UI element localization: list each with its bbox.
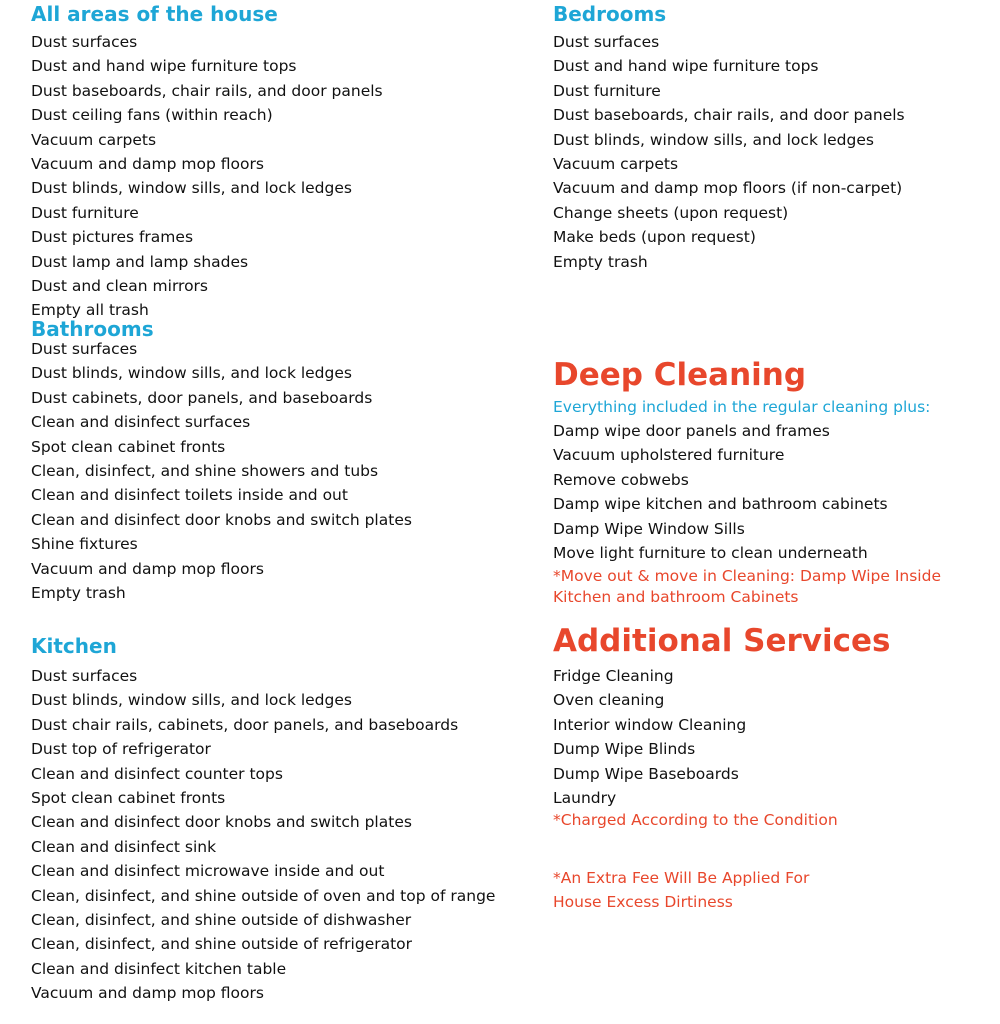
kitchen-list bbox=[31, 664, 495, 1006]
list-item: Dust baseboards, chair rails, and door panels bbox=[31, 81, 383, 100]
list-item: Empty trash bbox=[553, 252, 648, 271]
bathrooms-list bbox=[31, 337, 412, 605]
additional-services-section bbox=[553, 622, 890, 913]
list-item: Dust blinds, window sills, and lock ledges bbox=[31, 179, 352, 198]
deep-cleaning-list bbox=[553, 419, 941, 565]
all-areas-list bbox=[31, 30, 383, 323]
list-item: Clean, disinfect, and shine outside of dishwasher bbox=[31, 911, 412, 930]
list-item: Clean and disinfect door knobs and switch plates bbox=[31, 813, 412, 832]
extra-fee-note-line1: *An Extra Fee Will Be Applied For bbox=[553, 869, 810, 888]
list-item: Damp wipe kitchen and bathroom cabinets bbox=[553, 495, 888, 514]
list-item: Dust baseboards, chair rails, and door panels bbox=[553, 106, 905, 125]
list-item: Move light furniture to clean underneath bbox=[553, 544, 868, 563]
list-item: Oven cleaning bbox=[553, 691, 665, 710]
list-item: Shine fixtures bbox=[31, 535, 138, 554]
list-item: Dust lamp and lamp shades bbox=[31, 252, 249, 271]
bedrooms-section bbox=[553, 2, 905, 274]
list-item: Dust blinds, window sills, and lock ledges bbox=[553, 130, 874, 149]
list-item: Dust and hand wipe furniture tops bbox=[553, 57, 819, 76]
list-item: Clean and disinfect toilets inside and out bbox=[31, 486, 348, 505]
list-item: Clean and disinfect microwave inside and out bbox=[31, 862, 385, 881]
kitchen-section bbox=[31, 634, 495, 1006]
all-areas-heading: All areas of the house bbox=[31, 2, 278, 26]
list-item: Dust surfaces bbox=[553, 33, 660, 51]
list-item: Change sheets (upon request) bbox=[553, 203, 789, 222]
list-item: Dust furniture bbox=[553, 81, 661, 100]
list-item: Dust pictures frames bbox=[31, 228, 194, 247]
list-item: Damp Wipe Window Sills bbox=[553, 519, 745, 538]
additional-services-list bbox=[553, 664, 890, 810]
list-item: Clean and disinfect surfaces bbox=[31, 413, 251, 432]
list-item: Dust blinds, window sills, and lock ledges bbox=[31, 691, 352, 710]
list-item: Empty trash bbox=[31, 584, 126, 603]
list-item: Vacuum and damp mop floors bbox=[31, 559, 264, 578]
list-item: Dust and hand wipe furniture tops bbox=[31, 57, 297, 76]
list-item: Dust top of refrigerator bbox=[31, 740, 211, 759]
move-out-note-line1: *Move out & move in Cleaning: Damp Wipe Inside bbox=[553, 567, 941, 586]
list-item: Clean and disinfect counter tops bbox=[31, 764, 283, 783]
list-item: Dust furniture bbox=[31, 203, 139, 222]
list-item: Vacuum and damp mop floors bbox=[31, 155, 264, 174]
list-item: Clean and disinfect kitchen table bbox=[31, 959, 287, 978]
charged-note: *Charged According to the Condition bbox=[553, 811, 838, 830]
list-item: Dust cabinets, door panels, and baseboards bbox=[31, 388, 373, 407]
deep-cleaning-heading: Deep Cleaning bbox=[553, 357, 807, 393]
list-item: Dust surfaces bbox=[31, 33, 138, 51]
list-item: Fridge Cleaning bbox=[553, 667, 674, 685]
additional-services-heading: Additional Services bbox=[553, 623, 891, 659]
list-item: Dust blinds, window sills, and lock ledges bbox=[31, 364, 352, 383]
deep-cleaning-subtitle: Everything included in the regular cleaning plus: bbox=[553, 398, 931, 416]
list-item: Dust ceiling fans (within reach) bbox=[31, 106, 273, 125]
list-item: Vacuum carpets bbox=[31, 130, 157, 149]
list-item: Vacuum carpets bbox=[553, 155, 679, 174]
list-item: Clean and disinfect door knobs and switch plates bbox=[31, 510, 412, 529]
list-item: Make beds (upon request) bbox=[553, 228, 756, 247]
bedrooms-list bbox=[553, 30, 905, 274]
deep-cleaning-section bbox=[553, 356, 941, 608]
bathrooms-heading: Bathrooms bbox=[31, 317, 154, 341]
extra-fee-note-line2: House Excess Dirtiness bbox=[553, 893, 733, 912]
list-item: Vacuum and damp mop floors bbox=[31, 984, 264, 1003]
list-item: Dust surfaces bbox=[31, 340, 138, 358]
list-item: Laundry bbox=[553, 789, 617, 808]
move-out-note-line2: Kitchen and bathroom Cabinets bbox=[553, 588, 799, 607]
list-item: Clean and disinfect sink bbox=[31, 837, 217, 856]
bedrooms-heading: Bedrooms bbox=[553, 2, 667, 26]
list-item: Clean, disinfect, and shine outside of oven and top of range bbox=[31, 886, 496, 905]
list-item: Dust chair rails, cabinets, door panels, and baseboards bbox=[31, 715, 459, 734]
list-item: Vacuum upholstered furniture bbox=[553, 446, 785, 465]
list-item: Spot clean cabinet fronts bbox=[31, 437, 226, 456]
list-item: Damp wipe door panels and frames bbox=[553, 422, 830, 440]
all-areas-section bbox=[31, 2, 383, 323]
list-item: Dump Wipe Baseboards bbox=[553, 764, 739, 783]
list-item: Remove cobwebs bbox=[553, 470, 689, 489]
list-item: Interior window Cleaning bbox=[553, 715, 747, 734]
list-item: Dump Wipe Blinds bbox=[553, 740, 696, 759]
bathrooms-section bbox=[31, 317, 412, 605]
list-item: Clean, disinfect, and shine showers and tubs bbox=[31, 462, 379, 481]
list-item: Clean, disinfect, and shine outside of refrigerator bbox=[31, 935, 413, 954]
kitchen-heading: Kitchen bbox=[31, 634, 117, 658]
list-item: Dust and clean mirrors bbox=[31, 277, 209, 296]
list-item: Spot clean cabinet fronts bbox=[31, 789, 226, 808]
list-item: Empty all trash bbox=[31, 301, 149, 320]
list-item: Vacuum and damp mop floors (if non-carpet) bbox=[553, 179, 903, 198]
list-item: Dust surfaces bbox=[31, 667, 138, 685]
